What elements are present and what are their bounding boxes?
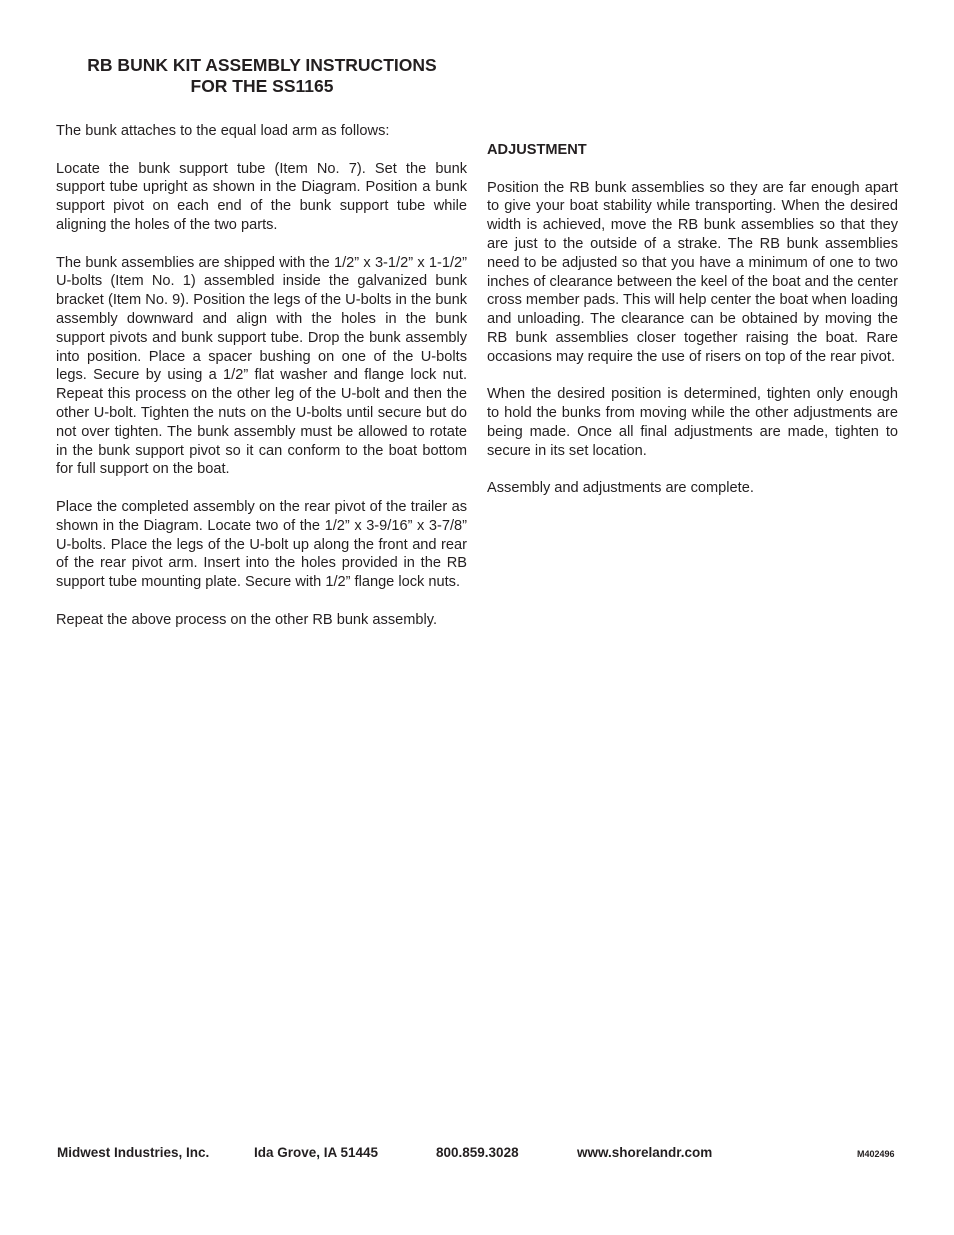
- title-line-2: FOR THE SS1165: [190, 76, 334, 96]
- document-code: M402496: [857, 1149, 895, 1159]
- footer-website: www.shorelandr.com: [577, 1145, 713, 1160]
- tighten-paragraph: When the desired position is determined, tighten only enough to hold the bunks from moving while the other adjustments are being made. Once all final adjustments are made, tighten to secure in its set location.: [487, 386, 898, 459]
- footer-company: Midwest Industries, Inc.: [57, 1145, 210, 1160]
- position-paragraph: Position the RB bunk assemblies so they are far enough apart to give your boat stability while transporting. When the desired width is achieved, move the RB bunk assemblies so that they are just to the outside of a strake. The RB bunk assemblies need to be adjusted so that you have a minimum of one to two inches of clearance between the keel of the boat and the center cross member pads. This will help center the boat when loading and unloading. The clearance can be obtained by moving the RB bunk assemblies closer together raising the boat. Rare occasions may require the use of risers on top of the rear pivot.: [487, 179, 899, 365]
- adjustment-heading: ADJUSTMENT: [487, 142, 587, 158]
- footer-phone: 800.859.3028: [436, 1145, 519, 1160]
- rear-pivot-paragraph: Place the completed assembly on the rear pivot of the trailer as shown in the Diagram. Locate two of the 1/2” x 3-9/16” x 3-7/8” U-bolts. Place the legs of the U-bolt up along the front and rear of the rear pivot arm. Insert into the holes provided in the RB support tube mounting plate. Secure with 1/2” flange lock nuts.: [56, 498, 467, 591]
- repeat-paragraph: Repeat the above process on the other RB bunk assembly.: [56, 611, 438, 628]
- left-column: [56, 122, 467, 648]
- footer-address: Ida Grove, IA 51445: [254, 1145, 379, 1160]
- support-tube-paragraph: Locate the bunk support tube (Item No. 7). Set the bunk support tube upright as shown in the Diagram. Position a bunk support pivot on each end of the bunk support tube while aligning the holes of the two parts.: [56, 160, 467, 233]
- intro-paragraph: The bunk attaches to the equal load arm as follows:: [56, 123, 390, 139]
- right-column: [487, 141, 898, 517]
- document-title: [56, 55, 468, 97]
- bunk-assembly-paragraph: The bunk assemblies are shipped with the 1/2” x 3-1/2” x 1-1/2” U-bolts (Item No. 1) assembled inside the galvanized bunk bracket (Item No. 9). Position the legs of the U-bolts in the bunk assembly downward and align with the holes in the bunk support pivots and bunk support tube. Drop the bunk assembly into position. Place a spacer bushing on one of the U-bolts legs. Secure by using a 1/2” flat washer and flange lock nut. Repeat this process on the other leg of the U-bolt and then the other U-bolt. Tighten the nuts on the U-bolts until secure but do not over tighten. The bunk assembly must be allowed to rotate in the bunk support pivot so it can conform to the boat bottom for full support on the boat.: [56, 254, 467, 478]
- complete-paragraph: Assembly and adjustments are complete.: [487, 480, 754, 497]
- title-line-1: RB BUNK KIT ASSEMBLY INSTRUCTIONS: [87, 55, 437, 75]
